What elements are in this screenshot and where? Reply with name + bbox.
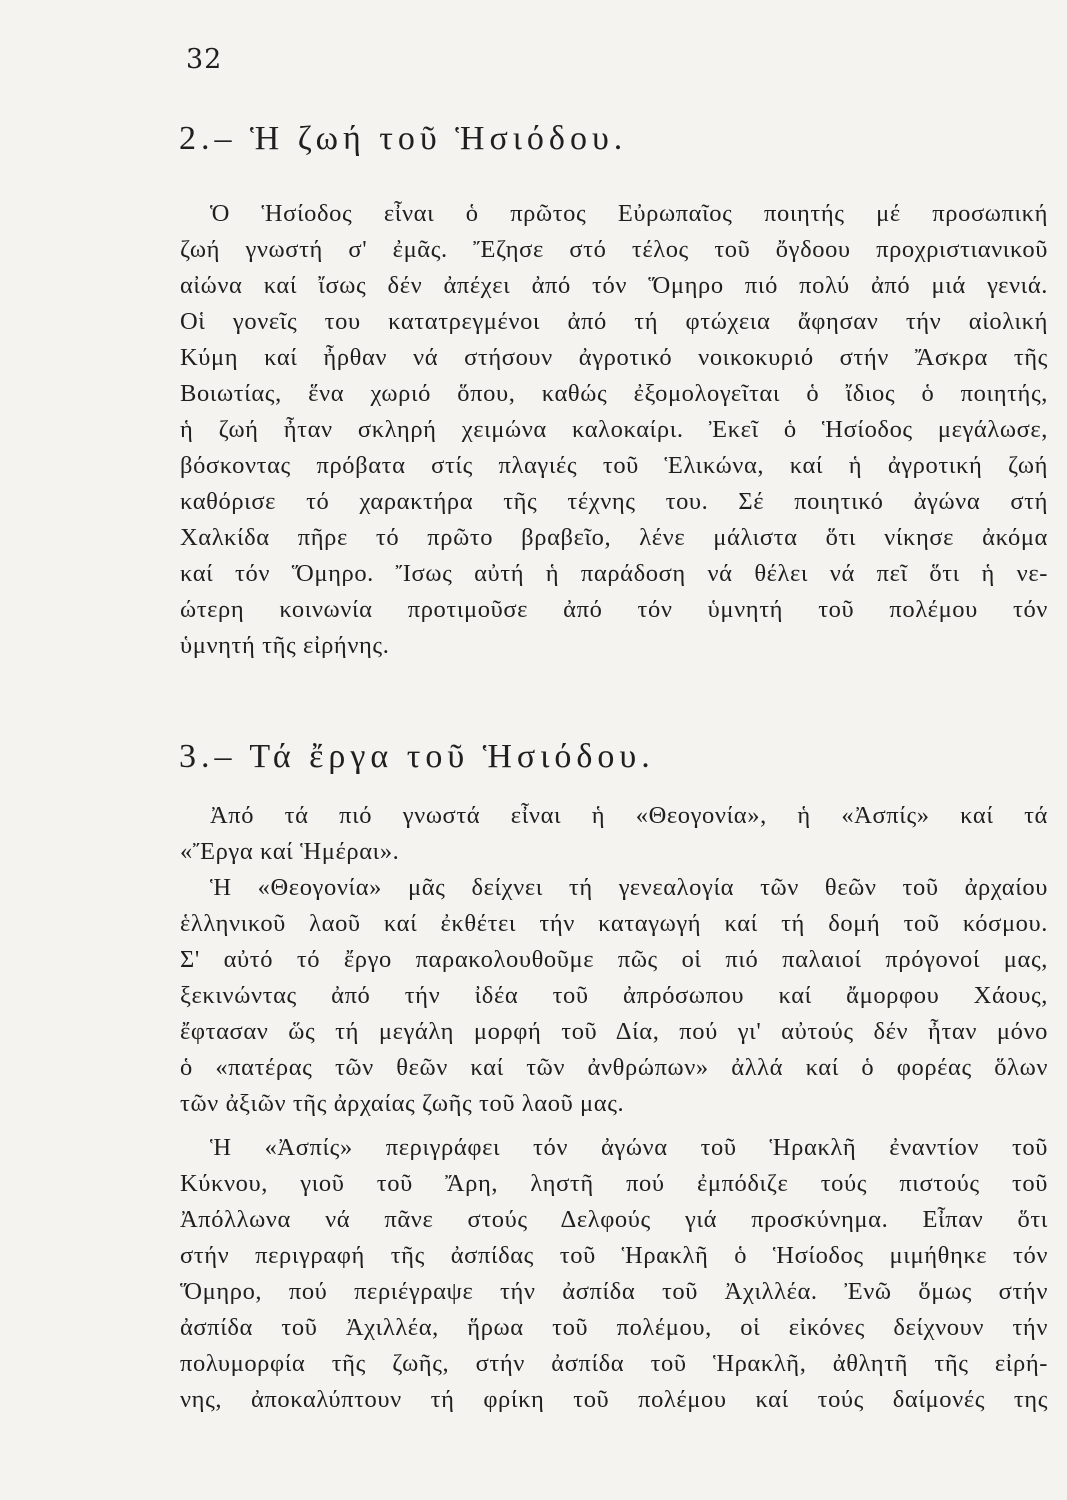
text-line: Ἀπό τά πιό γνωστά εἶναι ἡ «Θεογονία», ἡ «Ἀσπίς» καί τά — [210, 802, 1048, 829]
text-line: ἔφτασαν ὥς τή μεγάλη μορφή τοῦ Δία, πού γι' αὐτούς δέν ἦταν μόνο — [180, 1018, 1048, 1045]
text-line: ζωή γνωστή σ' ἐμᾶς. Ἔζησε στό τέλος τοῦ ὄγδοου προχριστιανικοῦ — [180, 236, 1048, 263]
text-line: νης, ἀποκαλύπτουν τή φρίκη τοῦ πολέμου καί τούς δαίμονές της — [180, 1386, 1048, 1413]
text-line: καί τόν Ὅμηρο. Ἴσως αὐτή ἡ παράδοση νά θέλει νά πεῖ ὅτι ἡ νε- — [180, 560, 1048, 587]
text-line: Ὅμηρο, πού περιέγραψε τήν ἀσπίδα τοῦ Ἀχιλλέα. Ἐνῶ ὅμως στήν — [180, 1278, 1048, 1305]
text-line: «Ἔργα καί Ἡμέραι». — [180, 838, 400, 865]
text-line: Χαλκίδα πῆρε τό πρῶτο βραβεῖο, λένε μάλιστα ὅτι νίκησε ἀκόμα — [180, 524, 1048, 551]
text-line: ὑμνητή τῆς εἰρήνης. — [180, 632, 390, 659]
text-line: Κύμη καί ἦρθαν νά στήσουν ἀγροτικό νοικοκυριό στήν Ἄσκρα τῆς — [180, 344, 1048, 371]
page-number: 32 — [186, 44, 223, 75]
text-line: Βοιωτίας, ἕνα χωριό ὅπου, καθώς ἐξομολογεῖται ὁ ἴδιος ὁ ποιητής, — [180, 380, 1048, 407]
text-line: καθόρισε τό χαρακτήρα τῆς τέχνης του. Σέ ποιητικό ἀγώνα στή — [180, 488, 1048, 515]
text-line: ἀσπίδα τοῦ Ἀχιλλέα, ἥρωα τοῦ πολέμου, οἱ εἰκόνες δείχνουν τήν — [180, 1314, 1048, 1341]
text-line: Οἱ γονεῖς του κατατρεγμένοι ἀπό τή φτώχεια ἄφησαν τήν αἰολική — [180, 308, 1048, 335]
text-line: στήν περιγραφή τῆς ἀσπίδας τοῦ Ἡρακλῆ ὁ Ἡσίοδος μιμήθηκε τόν — [180, 1242, 1048, 1269]
text-line: Ἡ «Ἀσπίς» περιγράφει τόν ἀγώνα τοῦ Ἡρακλῆ ἐναντίον τοῦ — [210, 1134, 1048, 1161]
text-line: πολυμορφία τῆς ζωῆς, στήν ἀσπίδα τοῦ Ἡρακλῆ, ἀθλητῆ τῆς εἰρή- — [180, 1350, 1048, 1377]
text-line: Κύκνου, γιοῦ τοῦ Ἄρη, ληστῆ πού ἐμπόδιζε τούς πιστούς τοῦ — [180, 1170, 1048, 1197]
text-line: ξεκινώντας ἀπό τήν ἰδέα τοῦ ἀπρόσωπου καί ἄμορφου Χάους, — [180, 982, 1048, 1009]
section-heading-life-of-hesiod: 2.– Ἡ ζωή τοῦ Ἡσιόδου. — [179, 120, 628, 157]
text-line: ἡ ζωή ἦταν σκληρή χειμώνα καλοκαίρι. Ἐκεῖ ὁ Ἡσίοδος μεγάλωσε, — [180, 416, 1048, 443]
text-line: αἰώνα καί ἴσως δέν ἀπέχει ἀπό τόν Ὅμηρο πιό πολύ ἀπό μιά γενιά. — [180, 272, 1048, 299]
text-line: Ἀπόλλωνα νά πᾶνε στούς Δελφούς γιά προσκύνημα. Εἶπαν ὅτι — [180, 1206, 1048, 1233]
text-line: τῶν ἀξιῶν τῆς ἀρχαίας ζωῆς τοῦ λαοῦ μας. — [180, 1090, 625, 1117]
text-line: ἑλληνικοῦ λαοῦ καί ἐκθέτει τήν καταγωγή καί τή δομή τοῦ κόσμου. — [180, 910, 1048, 937]
section-heading-works-of-hesiod: 3.– Τά ἔργα τοῦ Ἡσιόδου. — [179, 738, 655, 775]
text-line: Σ' αὐτό τό ἔργο παρακολουθοῦμε πῶς οἱ πιό παλαιοί πρόγονοί μας, — [180, 946, 1048, 973]
text-line: βόσκοντας πρόβατα στίς πλαγιές τοῦ Ἑλικώνα, καί ἡ ἀγροτική ζωή — [180, 452, 1048, 479]
text-line: ώτερη κοινωνία προτιμοῦσε ἀπό τόν ὑμνητή τοῦ πολέμου τόν — [180, 596, 1048, 623]
text-line: ὁ «πατέρας τῶν θεῶν καί τῶν ἀνθρώπων» ἀλλά καί ὁ φορέας ὅλων — [180, 1054, 1048, 1081]
text-line: Ὁ Ἡσίοδος εἶναι ὁ πρῶτος Εὐρωπαῖος ποιητής μέ προσωπική — [210, 200, 1048, 227]
text-line: Ἡ «Θεογονία» μᾶς δείχνει τή γενεαλογία τῶν θεῶν τοῦ ἀρχαίου — [210, 874, 1048, 901]
